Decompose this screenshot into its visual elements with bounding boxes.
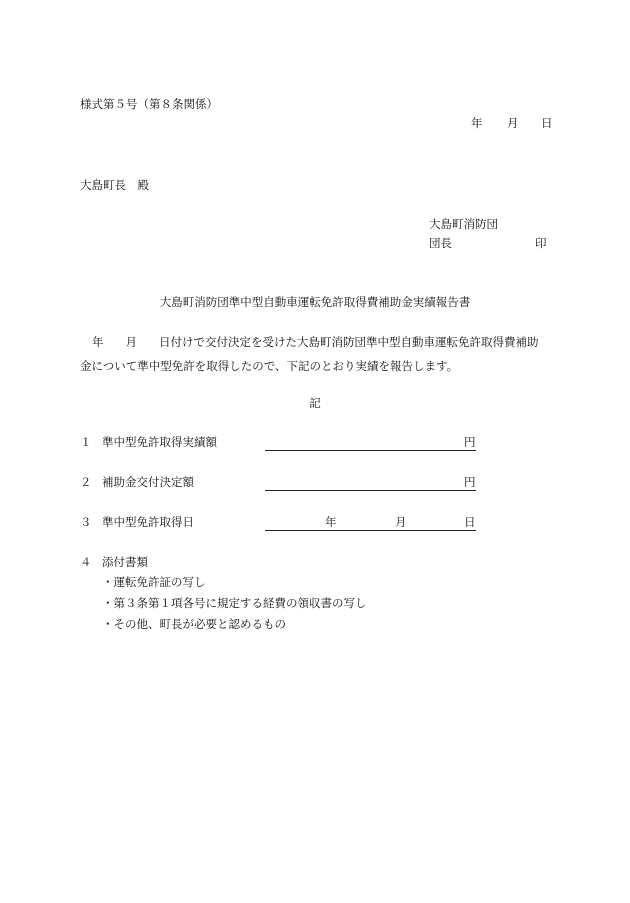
seal-mark: 印 — [535, 236, 547, 250]
attachments-label: 添付書類 — [102, 555, 148, 569]
addressee: 大島町長 殿 — [80, 178, 149, 192]
attachment-item: ・第３条第１項各号に規定する経費の領収書の写し — [102, 596, 367, 610]
yen-unit: 円 — [464, 435, 476, 449]
acq-month-label: 月 — [395, 515, 407, 529]
item-label: 補助金交付決定額 — [102, 475, 194, 489]
body-year: 年 — [92, 335, 104, 349]
acq-year-label: 年 — [325, 515, 337, 529]
attachment-item: ・運転免許証の写し — [102, 575, 206, 589]
body-line-1 — [80, 330, 555, 354]
date-year-label: 年 — [471, 116, 483, 130]
attachment-item: ・その他、町長が必要と認めるもの — [102, 617, 286, 631]
body-paragraph — [80, 330, 555, 378]
sender-title: 団長 — [429, 236, 452, 250]
item-number: １ — [80, 435, 92, 449]
item-number: ３ — [80, 515, 92, 529]
acq-day-label: 日 — [464, 515, 476, 529]
body-month: 月 — [125, 335, 137, 349]
sender-org: 大島町消防団 — [429, 217, 498, 231]
item-label: 準中型免許取得実績額 — [102, 435, 217, 449]
date-month-label: 月 — [507, 116, 519, 130]
item-number: ４ — [80, 555, 92, 569]
form-label: 様式第５号（第８条関係） — [80, 97, 218, 111]
amount-line — [265, 490, 476, 491]
ki-heading: 記 — [309, 396, 321, 410]
date-day-label: 日 — [541, 116, 553, 130]
date-line-underline — [265, 530, 476, 531]
amount-line — [265, 450, 476, 451]
body-line-2: 金について準中型免許を取得したので、下記のとおり実績を報告します。 — [80, 359, 459, 373]
document-title: 大島町消防団準中型自動車運転免許取得費補助金実績報告書 — [159, 295, 471, 309]
item-label: 準中型免許取得日 — [102, 515, 194, 529]
yen-unit: 円 — [464, 475, 476, 489]
body-line1-rest: 日付けで交付決定を受けた大島町消防団準中型自動車運転免許取得費補助 — [159, 335, 539, 349]
item-number: ２ — [80, 475, 92, 489]
